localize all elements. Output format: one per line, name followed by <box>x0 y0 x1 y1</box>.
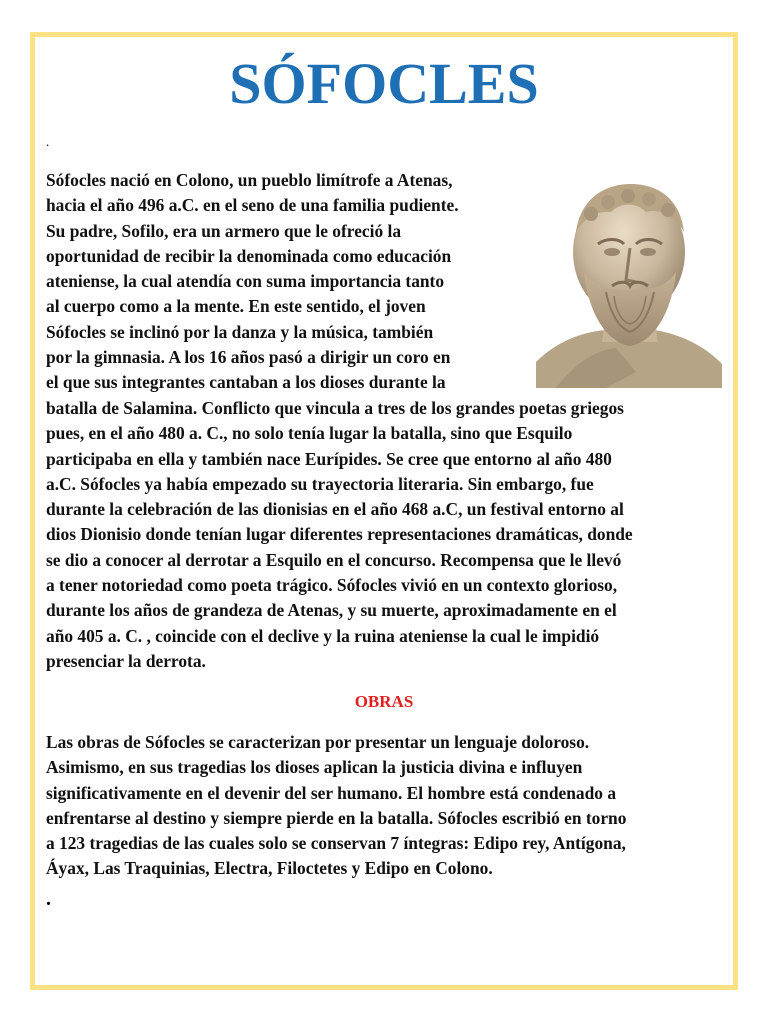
obras-line: Las obras de Sófocles se caracterizan por presentar un lenguaje doloroso. <box>46 732 590 752</box>
biography-line: se dio a conocer al derrotar a Esquilo en el concurso. Recompensa que le llevó <box>46 549 622 570</box>
biography-line: durante los años de grandeza de Atenas, y su muerte, aproximadamente en el <box>46 600 617 621</box>
biography-line: ateniense, la cual atendía con suma importancia tanto <box>46 271 445 292</box>
biography-line: año 405 a. C. , coincide con el declive y la ruina ateniense la cual le impidió <box>46 625 600 646</box>
biography-line: dios Dionisio donde tenían lugar diferentes representaciones dramáticas, donde <box>46 524 633 545</box>
obras-line: significativamente en el devenir del ser humano. El hombre está condenado a <box>46 782 617 803</box>
biography-full-text <box>46 396 726 674</box>
biography-line: a tener notoriedad como poeta trágico. Sófocles vivió en un contexto glorioso, <box>46 575 618 596</box>
obras-line: a 123 tragedias de las cuales solo se conservan 7 íntegras: Edipo rey, Antígona, <box>46 833 626 854</box>
biography-line: batalla de Salamina. Conflicto que vincula a tres de los grandes poetas griegos <box>46 398 624 418</box>
biography-line: participaba en ella y también nace Eurípides. Se cree que entorno al año 480 <box>46 448 612 469</box>
biography-line: al cuerpo como a la mente. En este sentido, el joven <box>46 296 426 317</box>
biography-line: oportunidad de recibir la denominada como educación <box>46 245 452 266</box>
biography-line: durante la celebración de las dionisias en el año 468 a.C, un festival entorno al <box>46 499 624 520</box>
biography-wrapped-text <box>46 168 536 396</box>
biography-line: presenciar la derrota. <box>46 650 206 671</box>
obras-line: Asimismo, en sus tragedias los dioses aplican la justicia divina e influyen <box>46 757 583 778</box>
biography-line: el que sus integrantes cantaban a los dioses durante la <box>46 372 446 393</box>
obras-line: Áyax, Las Traquinias, Electra, Filoctetes y Edipo en Colono. <box>46 858 493 879</box>
biography-line: por la gimnasia. A los 16 años pasó a dirigir un coro en <box>46 347 451 368</box>
obras-paragraph <box>46 730 726 882</box>
page-title: SÓFOCLES <box>229 51 539 116</box>
obras-heading: OBRAS <box>354 692 414 711</box>
biography-line: Sófocles se inclinó por la danza y la música, también <box>46 321 434 342</box>
biography-line: hacia el año 496 a.C. en el seno de una familia pudiente. <box>46 195 459 216</box>
biography-line: a.C. Sófocles ya había empezado su trayectoria literaria. Sin embargo, fue <box>46 473 594 494</box>
leading-dot: . <box>46 134 50 149</box>
trailing-dot: . <box>46 888 51 910</box>
biography-line: pues, en el año 480 a. C., no solo tenía lugar la batalla, sino que Esquilo <box>46 423 573 444</box>
biography-line: Su padre, Sofilo, era un armero que le ofreció la <box>46 220 402 241</box>
obras-line: enfrentarse al destino y siempre pierde en la batalla. Sófocles escribió en torno <box>46 807 627 828</box>
sophocles-bust-image <box>536 172 722 388</box>
biography-line: Sófocles nació en Colono, un pueblo limítrofe a Atenas, <box>46 170 453 190</box>
